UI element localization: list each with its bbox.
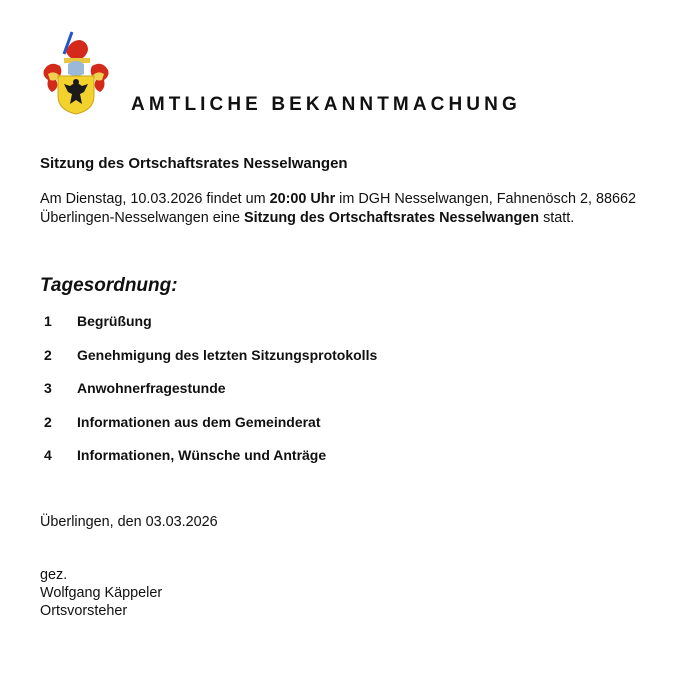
agenda-list xyxy=(44,313,377,481)
agenda-title: Tagesordnung: xyxy=(40,275,178,296)
agenda-item-number: 3 xyxy=(44,380,52,396)
agenda-item-label: Genehmigung des letzten Sitzungsprotokolls xyxy=(77,346,378,363)
agenda-item-number: 4 xyxy=(44,447,52,463)
place-date: Überlingen, den 03.03.2026 xyxy=(40,514,218,530)
agenda-item xyxy=(44,313,377,347)
agenda-item xyxy=(44,447,377,481)
intro-text-1: Am Dienstag, 10.03.2026 findet um xyxy=(40,191,270,207)
intro-text-3: statt. xyxy=(539,210,575,226)
signer-role: Ortsvorsteher xyxy=(40,603,128,619)
headline: AMTLICHE BEKANNTMACHUNG xyxy=(131,94,521,115)
agenda-item xyxy=(44,347,377,381)
agenda-item-label: Informationen aus dem Gemeinderat xyxy=(77,413,321,430)
intro-event: Sitzung des Ortschaftsrates Nesselwangen xyxy=(244,210,540,226)
intro-time: 20:00 Uhr xyxy=(269,191,336,207)
agenda-item xyxy=(44,414,377,448)
agenda-item-label: Begrüßung xyxy=(77,313,152,329)
agenda-item-label: Anwohnerfragestunde xyxy=(77,380,226,396)
meeting-subtitle: Sitzung des Ortschaftsrates Nesselwangen xyxy=(40,155,348,172)
agenda-item-number: 2 xyxy=(44,346,52,363)
agenda-item-number: 1 xyxy=(44,313,52,329)
coat-of-arms-icon xyxy=(42,30,110,116)
signer-name: Wolfgang Käppeler xyxy=(40,585,163,601)
agenda-item-number: 2 xyxy=(44,413,52,430)
intro-text-2: im DGH Nesselwangen, Fahnenösch 2, 88662 Überlingen-Nesselwangen eine xyxy=(40,191,636,226)
agenda-item xyxy=(44,380,377,414)
signature-block xyxy=(40,566,162,620)
intro-paragraph xyxy=(40,190,660,228)
signed-label: gez. xyxy=(40,567,68,583)
agenda-item-label: Informationen, Wünsche und Anträge xyxy=(77,447,327,463)
